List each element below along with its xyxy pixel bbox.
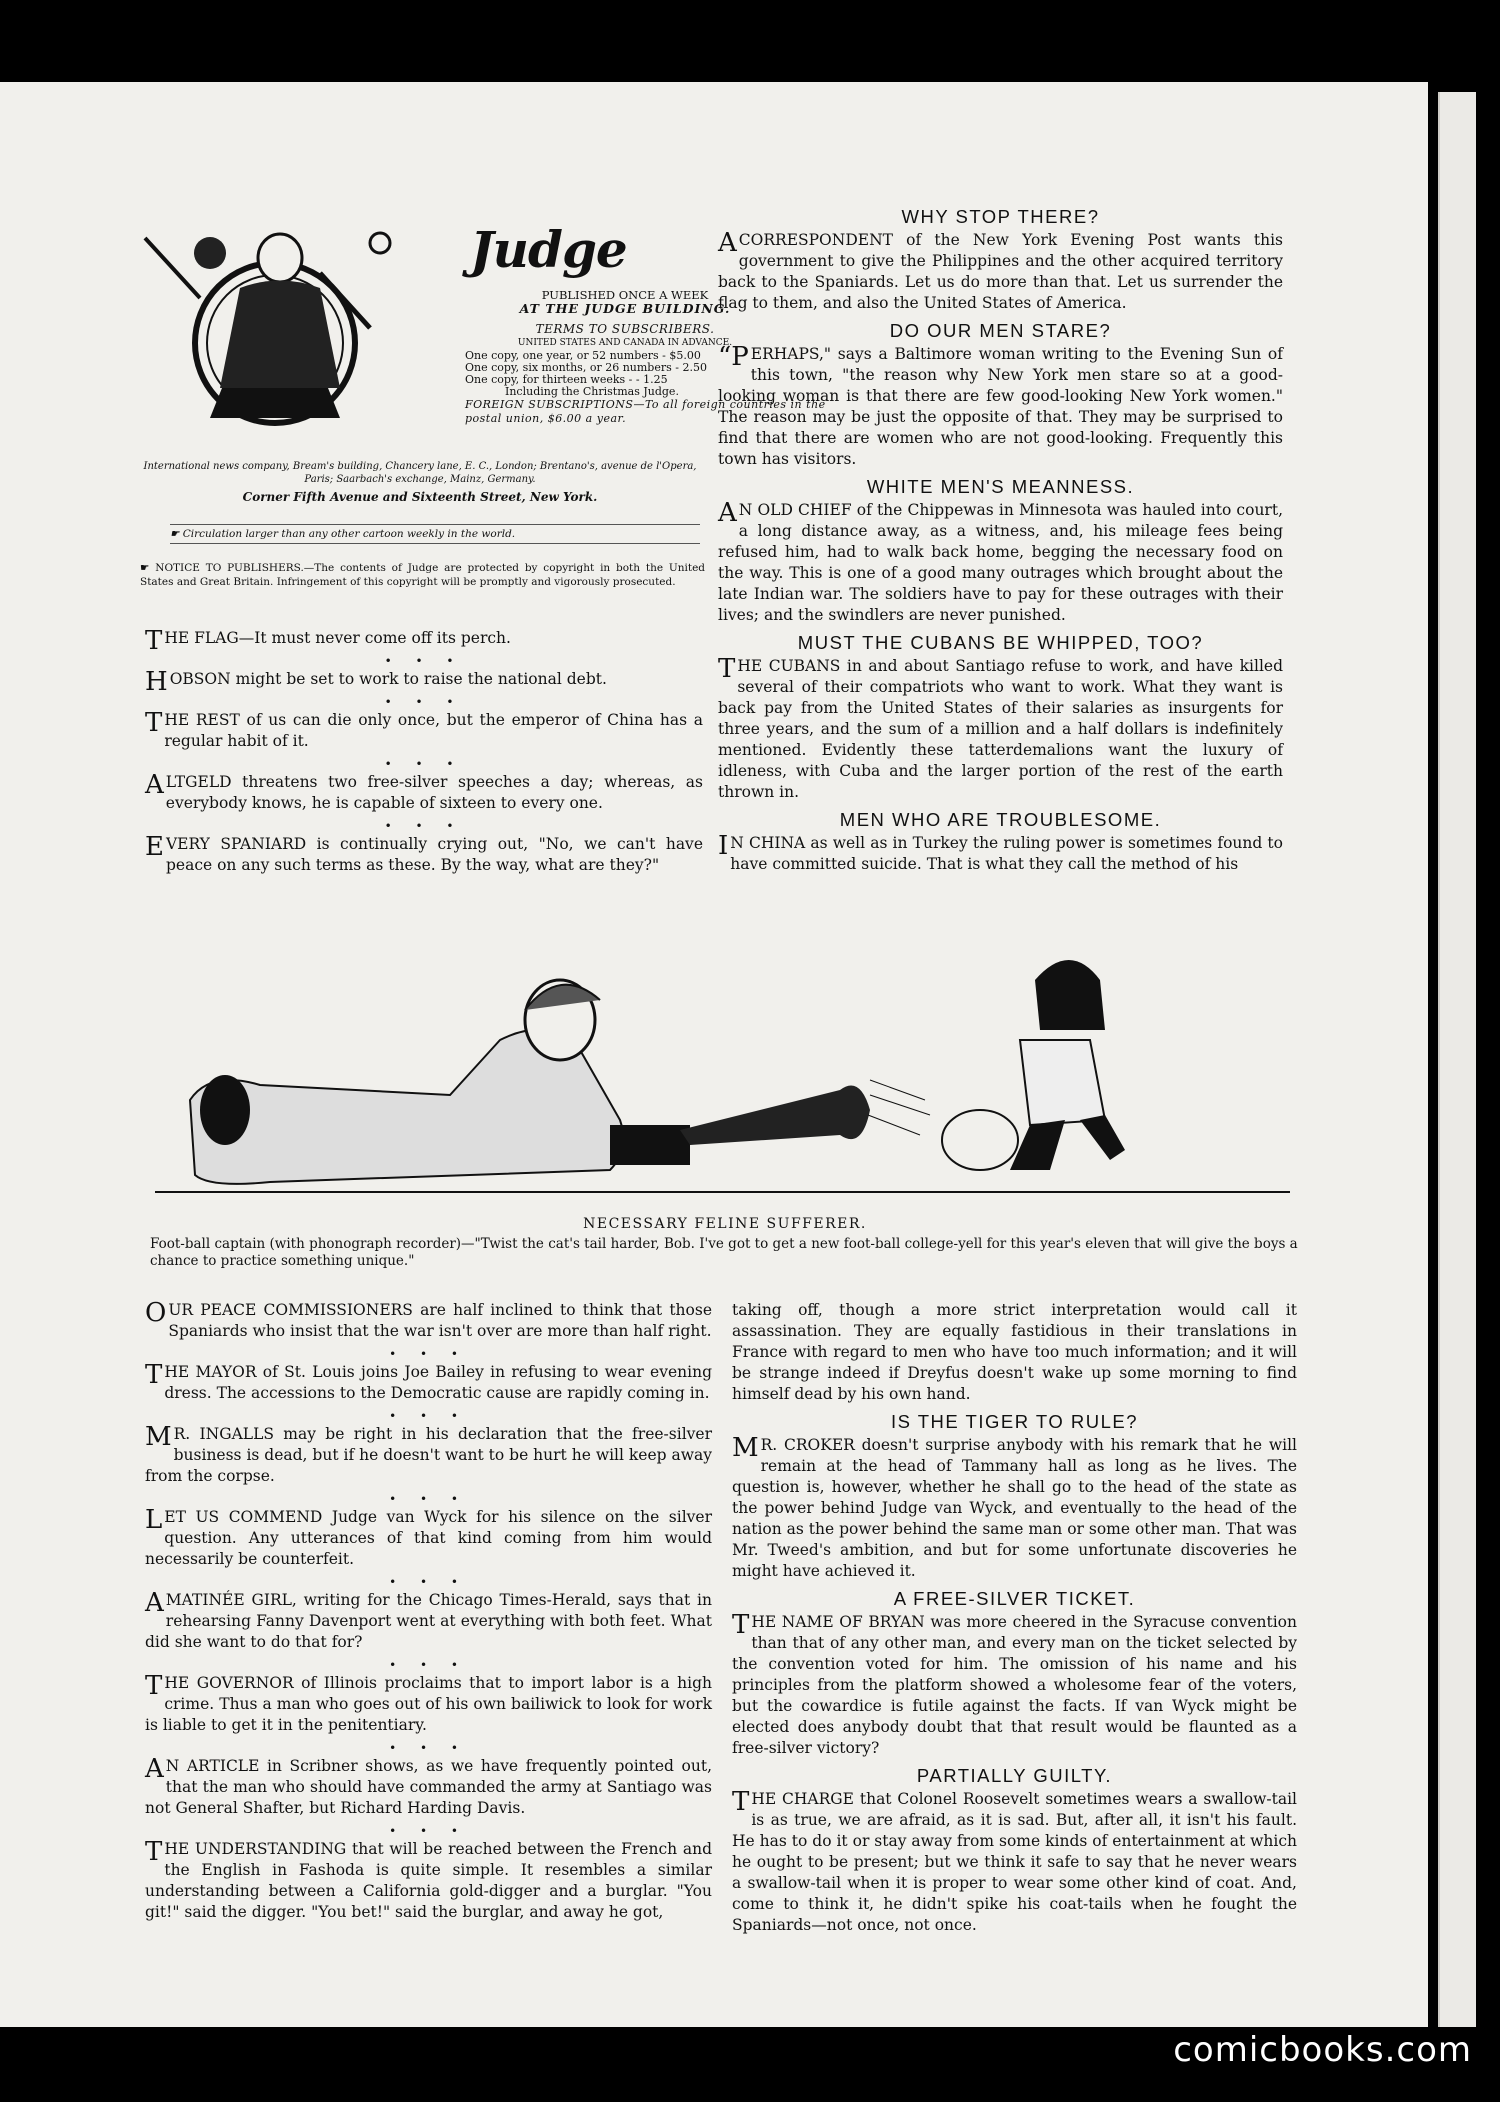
terms-heading: TERMS TO SUBSCRIBERS. xyxy=(535,322,715,336)
paragraph xyxy=(145,1756,712,1819)
article-heading: MUST THE CUBANS BE WHIPPED, TOO? xyxy=(797,632,1204,653)
rate-line: One copy, one year, or 52 numbers - $5.00 xyxy=(465,349,701,362)
judge-logo: Judge xyxy=(470,220,627,279)
right-column-bottom xyxy=(732,1300,1297,1938)
masthead xyxy=(140,220,826,615)
building-line: AT THE JUDGE BUILDING. xyxy=(519,301,731,316)
drop-cap: H xyxy=(145,667,168,697)
rate-line: Including the Christmas Judge. xyxy=(505,385,679,398)
drop-cap: A xyxy=(145,1754,164,1784)
rate-line: One copy, six months, or 26 numbers - 2.50 xyxy=(465,361,707,374)
paragraph xyxy=(145,626,703,656)
address-line: Corner Fifth Avenue and Sixteenth Street, New York. xyxy=(242,490,598,504)
paragraph-text: HE MAYOR of St. Louis joins Joe Bailey in refusing to wear evening dress. The accessions to the Democratic cause are rapidly coming in. xyxy=(164,1363,712,1402)
paragraph-text: HE REST of us can die only once, but the emperor of China has a regular habit of it. xyxy=(164,711,703,750)
separator: • • • xyxy=(384,757,464,771)
cartoon-illustration xyxy=(150,920,1300,1220)
paragraph xyxy=(145,772,703,814)
article-heading: MEN WHO ARE TROUBLESOME. xyxy=(839,809,1162,830)
article-heading: WHITE MEN'S MEANNESS. xyxy=(866,476,1135,497)
drop-cap: E xyxy=(145,832,164,862)
separator: • • • xyxy=(389,1824,468,1838)
paragraph-text: N OLD CHIEF of the Chippewas in Minnesota was hauled into court, a long distance away, as a witness, and, his mileage fees being refused him, had to walk back home, begging the necessary food on the way. This is one of a good many outrages which brought about the late Indian war. The soldiers have to pay for these outrages with their lives; and the swindlers are never punished. xyxy=(718,501,1283,624)
paragraph xyxy=(718,833,1283,875)
drop-cap: T xyxy=(145,1837,163,1867)
paragraph-text: HE UNDERSTANDING that will be reached between the French and the English in Fashoda is quite simple. It resembles a similar understanding between a California gold-digger and a burglar. "You git!" said the digger. "You bet!" said the burglar, and away he got, xyxy=(145,1840,712,1921)
paragraph-text: UR PEACE COMMISSIONERS are half inclined to think that those Spaniards who insist that the war isn't over are more than half right. xyxy=(168,1301,712,1340)
paragraph xyxy=(718,500,1283,626)
paragraph-text: taking off, though a more strict interpretation would call it assassination. They are equally fastidious in their translations in France with regard to men who have too much information; and it will be strange indeed if Dreyfus doesn't wake up some morning to find himself dead by his own hand. xyxy=(732,1301,1297,1403)
paragraph xyxy=(145,710,703,752)
site-watermark: comicbooks.com xyxy=(1173,2030,1472,2070)
paragraph-text: R. CROKER doesn't surprise anybody with his remark that he will remain at the head of Tammany hall as long as he lives. The question is, however, whether he shall go to the head of the state as the power behind Judge van Wyck, and eventually to the head of the nation as the power behind the same man or some other man. That was Mr. Tweed's ambition, and but for some unfortunate discoveries he might have achieved it. xyxy=(732,1436,1297,1580)
drop-cap: T xyxy=(145,626,163,656)
separator: • • • xyxy=(389,1347,468,1361)
paragraph xyxy=(732,1300,1297,1405)
separator: • • • xyxy=(384,695,464,709)
paragraph-text: LTGELD threatens two free-silver speeches a day; whereas, as everybody knows, he is capable of sixteen to every one. xyxy=(165,773,703,812)
drop-cap: M xyxy=(732,1433,759,1463)
next-page-edge xyxy=(1438,92,1476,2027)
separator: • • • xyxy=(389,1409,468,1423)
paragraph-text: CORRESPONDENT of the New York Evening Post wants this government to give the Philippines and the other acquired territory back to the Spaniards. Let us do more than that. Let us surrender the flag to them, and also the United States of America. xyxy=(718,231,1283,312)
paragraph xyxy=(718,656,1283,803)
drop-cap: “P xyxy=(718,342,749,372)
left-column-top xyxy=(145,628,703,880)
separator: • • • xyxy=(384,654,464,668)
paragraph xyxy=(732,1789,1297,1936)
drop-cap: A xyxy=(718,228,737,258)
drop-cap: A xyxy=(145,1588,164,1618)
paragraph-text: VERY SPANIARD is continually crying out, "No, we can't have peace on any such terms as these. By the way, what are they?" xyxy=(165,835,703,874)
published-line: PUBLISHED ONCE A WEEK xyxy=(541,288,709,302)
separator: • • • xyxy=(389,1741,468,1755)
drop-cap: T xyxy=(718,654,736,684)
left-column-bottom xyxy=(145,1300,712,1927)
paragraph xyxy=(145,1507,712,1570)
paragraph xyxy=(145,1590,712,1653)
paragraph xyxy=(145,667,703,697)
drop-cap: T xyxy=(145,1360,163,1390)
paragraph-text: HE GOVERNOR of Illinois proclaims that to import labor is a high crime. Thus a man who goes out of his own bailiwick to look for work is liable to get it in the penitentiary. xyxy=(145,1674,712,1734)
separator: • • • xyxy=(384,819,464,833)
article-heading: WHY STOP THERE? xyxy=(901,206,1100,227)
cartoon-caption: Foot-ball captain (with phonograph recorder)—"Twist the cat's tail harder, Bob. I've got to get a new foot-ball college-yell for this year's eleven that will give the boys a chance to practice something unique." xyxy=(150,1236,1298,1269)
paragraph xyxy=(145,1424,712,1487)
paragraph xyxy=(718,344,1283,470)
right-column-top xyxy=(718,200,1283,877)
article-heading: DO OUR MEN STARE? xyxy=(889,320,1112,341)
article-heading: IS THE TIGER TO RULE? xyxy=(890,1411,1139,1432)
drop-cap: T xyxy=(145,1671,163,1701)
drop-cap: T xyxy=(732,1610,750,1640)
drop-cap: A xyxy=(718,498,737,528)
paragraph-text: HE FLAG—It must never come off its perch. xyxy=(164,629,511,647)
drop-cap: O xyxy=(145,1298,167,1328)
article-heading: A FREE-SILVER TICKET. xyxy=(893,1588,1136,1609)
drop-cap: T xyxy=(732,1787,750,1817)
cartoon-title: NECESSARY FELINE SUFFERER. xyxy=(583,1216,867,1232)
paragraph xyxy=(145,1300,712,1342)
pointing-hand-icon: ☛ xyxy=(170,528,183,540)
paragraph-text: HE CHARGE that Colonel Roosevelt sometimes wears a swallow-tail is as true, we are afraid, as it is sad. But, after all, it isn't his fault. He has to do it or stay away from some kinds of entertainment at which he ought to be present; but we think it safe to say that he never wears a swallow-tail when it is proper to wear some other kind of coat. And, come to think it, he didn't spike his coat-tails when he fought the Spaniards—not once, not once. xyxy=(732,1790,1297,1934)
circulation-line xyxy=(170,524,700,544)
notice-to-publishers xyxy=(140,562,705,589)
circulation-text: Circulation larger than any other cartoon weekly in the world. xyxy=(182,528,516,540)
paragraph xyxy=(145,1673,712,1736)
article-heading: PARTIALLY GUILTY. xyxy=(916,1765,1113,1786)
drop-cap: T xyxy=(145,708,163,738)
paragraph-text: N CHINA as well as in Turkey the ruling power is sometimes found to have committed suicide. That is what they call the method of his xyxy=(730,834,1283,873)
drop-cap: I xyxy=(718,831,729,861)
separator: • • • xyxy=(389,1575,468,1589)
rate-line: One copy, for thirteen weeks - - 1.25 xyxy=(465,373,668,386)
separator: • • • xyxy=(389,1658,468,1672)
editor-illustration xyxy=(140,218,410,433)
paragraph-text: N ARTICLE in Scribner shows, as we have frequently pointed out, that the man who should have commanded the army at Santiago was not General Shafter, but Richard Harding Davis. xyxy=(145,1757,712,1817)
paragraph xyxy=(145,1362,712,1404)
paragraph xyxy=(732,1612,1297,1759)
notice-text: NOTICE TO PUBLISHERS.—The contents of Judge are protected by copyright in both the United States and Great Britain. Infringement of this copyright will be promptly and vigorously prosecuted. xyxy=(140,562,705,588)
drop-cap: L xyxy=(145,1505,163,1535)
paragraph xyxy=(145,1839,712,1923)
paragraph-text: ET US COMMEND Judge van Wyck for his silence on the silver question. Any utterances of that kind coming from him would necessarily be counterfeit. xyxy=(145,1508,712,1568)
foreign-line: FOREIGN SUBSCRIPTIONS—To all foreign countries in the postal union, $6.00 a year. xyxy=(465,398,826,425)
drop-cap: A xyxy=(145,770,164,800)
advance-line: UNITED STATES AND CANADA IN ADVANCE. xyxy=(517,338,733,348)
pointing-hand-icon: ☛ xyxy=(140,562,156,574)
paragraph-text: MATINÉE GIRL, writing for the Chicago Times-Herald, says that in rehearsing Fanny Davenport went at everything with both feet. What did she want to do that for? xyxy=(145,1591,712,1651)
paragraph xyxy=(145,834,703,876)
paragraph xyxy=(718,230,1283,314)
paragraph-text: R. INGALLS may be right in his declaration that the free-silver business is dead, but if he doesn't want to be hurt he will keep away from the corpse. xyxy=(145,1425,712,1485)
paragraph-text: OBSON might be set to work to raise the national debt. xyxy=(169,670,607,688)
paragraph xyxy=(732,1435,1297,1582)
separator: • • • xyxy=(389,1492,468,1506)
international-agents: International news company, Bream's building, Chancery lane, E. C., London; Brentano's, avenue de l'Opera, Paris; Saarbach's exchange, Mainz, Germany. xyxy=(143,461,697,485)
drop-cap: M xyxy=(145,1422,172,1452)
paragraph-text: HE NAME OF BRYAN was more cheered in the Syracuse convention than that of any other man, and every man on the ticket selected by the convention voted for him. The omission of his name and his principles from the platform showed a wholesome fear of the voters, but the cowardice is futile against the facts. If van Wyck might be elected does anybody doubt that that result would be flaunted as a free-silver victory? xyxy=(732,1613,1297,1757)
paragraph-text: ERHAPS," says a Baltimore woman writing to the Evening Sun of this town, "the reason why New York men stare so at a good-looking woman is that there are few good-looking New York women." The reason may be just the opposite of that. They may be surprised to find that there are women who are not good-looking. Frequently this town has visitors. xyxy=(718,345,1283,468)
paragraph-text: HE CUBANS in and about Santiago refuse to work, and have killed several of their compatriots who want to work. What they want is back pay from the United States of their salaries as insurgents for three years, and the sum of a million and a half dollars is indefinitely mentioned. Evidently these tatterdemalions want the luxury of idleness, with Cuba and the larger portion of the rest of the earth thrown in. xyxy=(718,657,1283,801)
